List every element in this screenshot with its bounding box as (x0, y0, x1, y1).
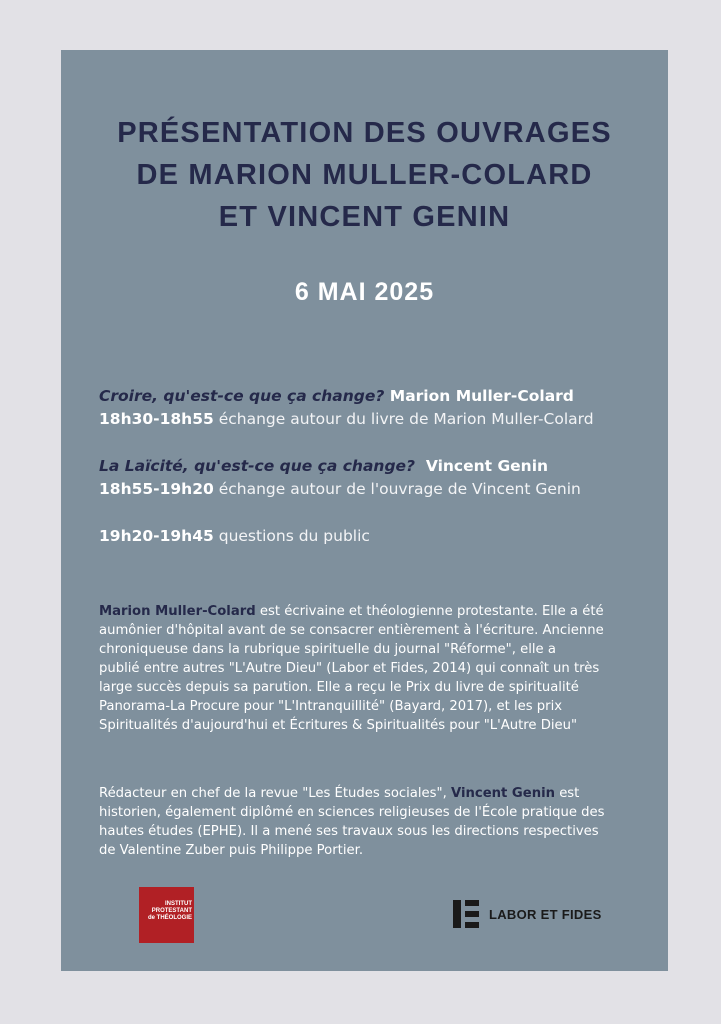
bio-text: est (555, 786, 580, 801)
book-author: Marion Muller-Colard (384, 387, 574, 405)
bio-text: publié entre autres "L'Autre Dieu" (Labor et Fides, 2014) qui connaît un très (99, 661, 600, 676)
bio-text: historien, également diplômé en sciences religieuses de l'École pratique des (99, 805, 605, 820)
labor-et-fides-logo (453, 900, 602, 928)
bio-text: de Valentine Zuber puis Philippe Portier. (99, 843, 364, 858)
logo-text: INSTITUT (165, 901, 192, 907)
book-author: Vincent Genin (415, 457, 549, 475)
bio-text: aumônier d'hôpital avant de se consacrer entièrement à l'écriture. Ancienne (99, 623, 604, 638)
time-slot: 19h20-19h45 (99, 527, 214, 545)
program-item-3 (99, 525, 648, 548)
logo-text: PROTESTANT (151, 908, 192, 914)
slot-description: questions du public (213, 527, 370, 545)
program-item-1 (99, 385, 648, 431)
bio-text: Rédacteur en chef de la revue "Les Études sociales", (99, 786, 451, 801)
bio-text: large succès depuis sa parution. Elle a reçu le Prix du livre de spiritualité (99, 680, 579, 695)
bio-text: chroniqueuse dans la rubrique spirituelle du journal "Réforme", elle a (99, 642, 556, 657)
institut-protestant-logo (139, 887, 194, 943)
title-line-3: ET VINCENT GENIN (218, 201, 511, 233)
logo-text: de THÉOLOGIE (147, 915, 192, 921)
bio-marion-muller-colard (99, 602, 639, 735)
time-slot: 18h30-18h55 (99, 410, 214, 428)
title-line-1: PRÉSENTATION DES OUVRAGES (117, 117, 612, 149)
event-date: 6 MAI 2025 (294, 278, 435, 306)
bio-text: Spiritualités d'aujourd'hui et Écritures & Spiritualités pour "L'Autre Dieu" (99, 718, 578, 733)
labor-et-fides-mark-icon (453, 900, 479, 928)
book-title: Croire, qu'est-ce que ça change? (99, 387, 385, 405)
time-slot: 18h55-19h20 (99, 480, 214, 498)
bio-text: est écrivaine et théologienne protestante. Elle a été (255, 604, 604, 619)
bio-text: Panorama-La Procure pour "L'Intranquillité" (Bayard, 2017), et les prix (99, 699, 563, 714)
bio-text: hautes études (EPHE). Il a mené ses travaux sous les directions respectives (99, 824, 599, 839)
slot-description: échange autour de l'ouvrage de Vincent Genin (213, 480, 581, 498)
poster-card (61, 50, 668, 971)
slot-description: échange autour du livre de Marion Muller-Colard (213, 410, 594, 428)
title-line-2: DE MARION MULLER-COLARD (136, 159, 593, 191)
program-item-2 (99, 455, 648, 501)
labor-et-fides-name: LABOR ET FIDES (489, 906, 602, 922)
bio-name: Marion Muller-Colard (99, 604, 256, 619)
book-title: La Laïcité, qu'est-ce que ça change? (99, 457, 416, 475)
bio-name: Vincent Genin (451, 786, 555, 801)
bio-vincent-genin (99, 784, 639, 860)
poster-title (61, 112, 668, 238)
